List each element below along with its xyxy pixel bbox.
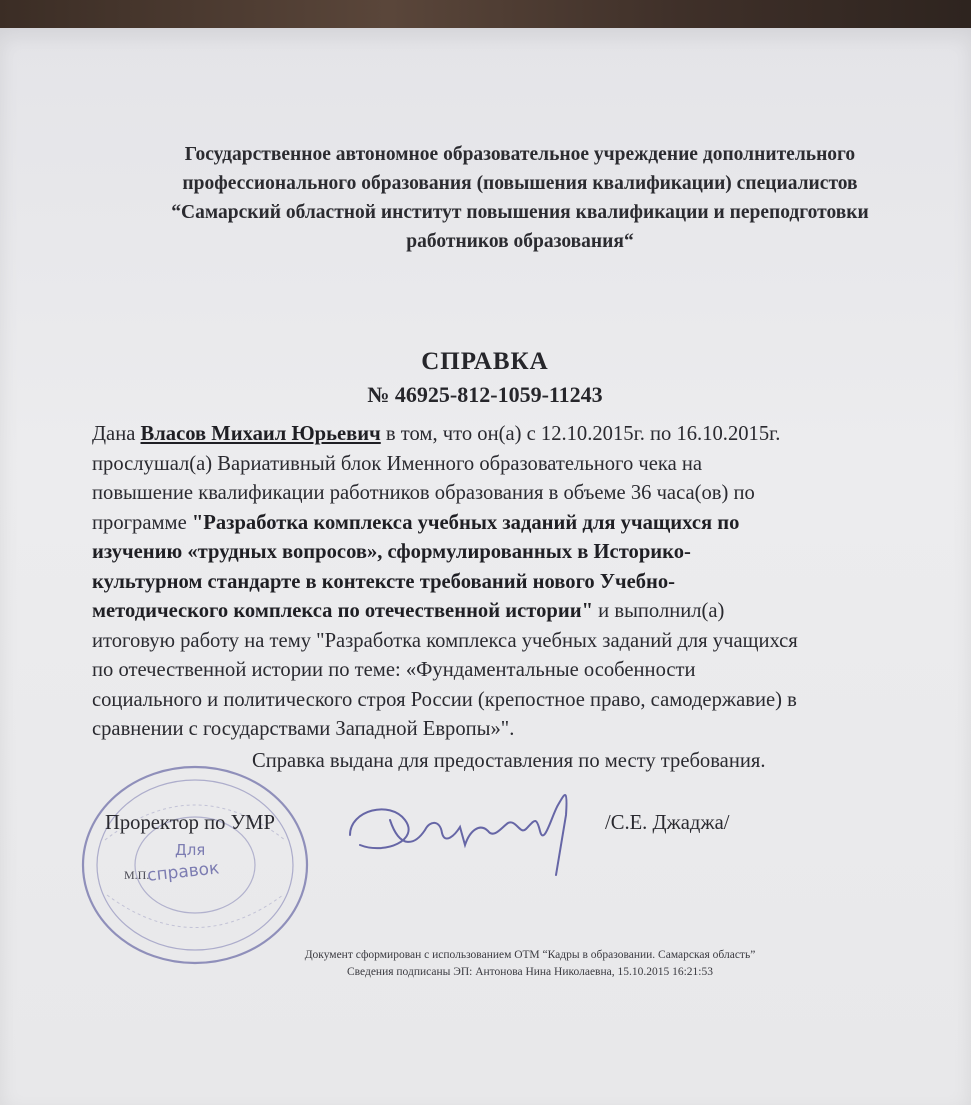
handwritten-signature bbox=[330, 775, 600, 895]
body-line-3: повышение квалификации работников образования в объеме 36 часа(ов) по bbox=[92, 482, 755, 504]
body-line-5 bbox=[92, 538, 971, 568]
stamp-text-2: справок bbox=[146, 858, 221, 886]
document-title-block bbox=[300, 347, 670, 409]
stamp-text-1: Для bbox=[175, 841, 206, 859]
document-footer bbox=[200, 947, 860, 981]
body-line-6 bbox=[92, 568, 971, 598]
body-line-10: социального и политического строя России (крепостное право, самодержавие) в bbox=[92, 688, 797, 711]
header-line-2: профессионального образования (повышения квалификации) специалистов bbox=[182, 173, 858, 194]
issued-note: Справка выдана для предоставления по месту требования. bbox=[252, 750, 766, 772]
body-line-11: сравнении с государствами Западной Европы»". bbox=[92, 718, 515, 740]
body-line-9: по отечественной истории по теме: «Фундаментальные особенности bbox=[92, 659, 696, 681]
body-line-4 bbox=[92, 509, 971, 539]
document-number: № 46925-812-1059-11243 bbox=[367, 382, 603, 407]
program-prefix: программе bbox=[92, 511, 187, 534]
footer-line-2: Сведения подписаны ЭП: Антонова Нина Николаевна, 15.10.2015 16:21:53 bbox=[346, 966, 714, 978]
body-line-1 bbox=[92, 420, 971, 450]
date-range-text: в том, что он(а) с 12.10.2015г. по 16.10.2015г. bbox=[385, 423, 781, 445]
body-line-8: итоговую работу на тему "Разработка комплекса учебных заданий для учащихся bbox=[92, 629, 798, 652]
document-title: СПРАВКА bbox=[421, 348, 549, 375]
header-line-1: Государственное автономное образовательное учреждение дополнительного bbox=[184, 144, 856, 165]
header-line-4: работников образования“ bbox=[406, 231, 634, 252]
signer-role: Проректор по УМР bbox=[105, 812, 275, 834]
given-prefix: Дана bbox=[92, 423, 136, 445]
round-stamp bbox=[75, 760, 315, 970]
certificate-body bbox=[92, 420, 971, 745]
institution-header bbox=[90, 140, 950, 256]
mp-label: М.П. bbox=[124, 868, 150, 882]
person-name: Власов Михаил Юрьевич bbox=[140, 423, 381, 445]
program-title-end: методического комплекса по отечественной истории" bbox=[92, 600, 594, 622]
program-title-part-3: культурном стандарте в контексте требований нового Учебно- bbox=[92, 570, 676, 593]
program-title-part-2: изучению «трудных вопросов», сформулированных в Историко- bbox=[92, 541, 691, 563]
body-line-2: прослушал(а) Вариативный блок Именного образовательного чека на bbox=[92, 452, 703, 475]
footer-line-1: Документ сформирован с использованием ОТМ “Кадры в образовании. Самарская область” bbox=[304, 949, 756, 961]
program-title-start: "Разработка комплекса учебных заданий для учащихся по bbox=[191, 511, 740, 534]
header-line-3: “Самарский областной институт повышения квалификации и переподготовки bbox=[171, 202, 869, 223]
completed-text: и выполнил(а) bbox=[598, 600, 725, 622]
signer-name: /С.Е. Джаджа/ bbox=[605, 812, 730, 834]
body-line-7 bbox=[92, 597, 971, 627]
